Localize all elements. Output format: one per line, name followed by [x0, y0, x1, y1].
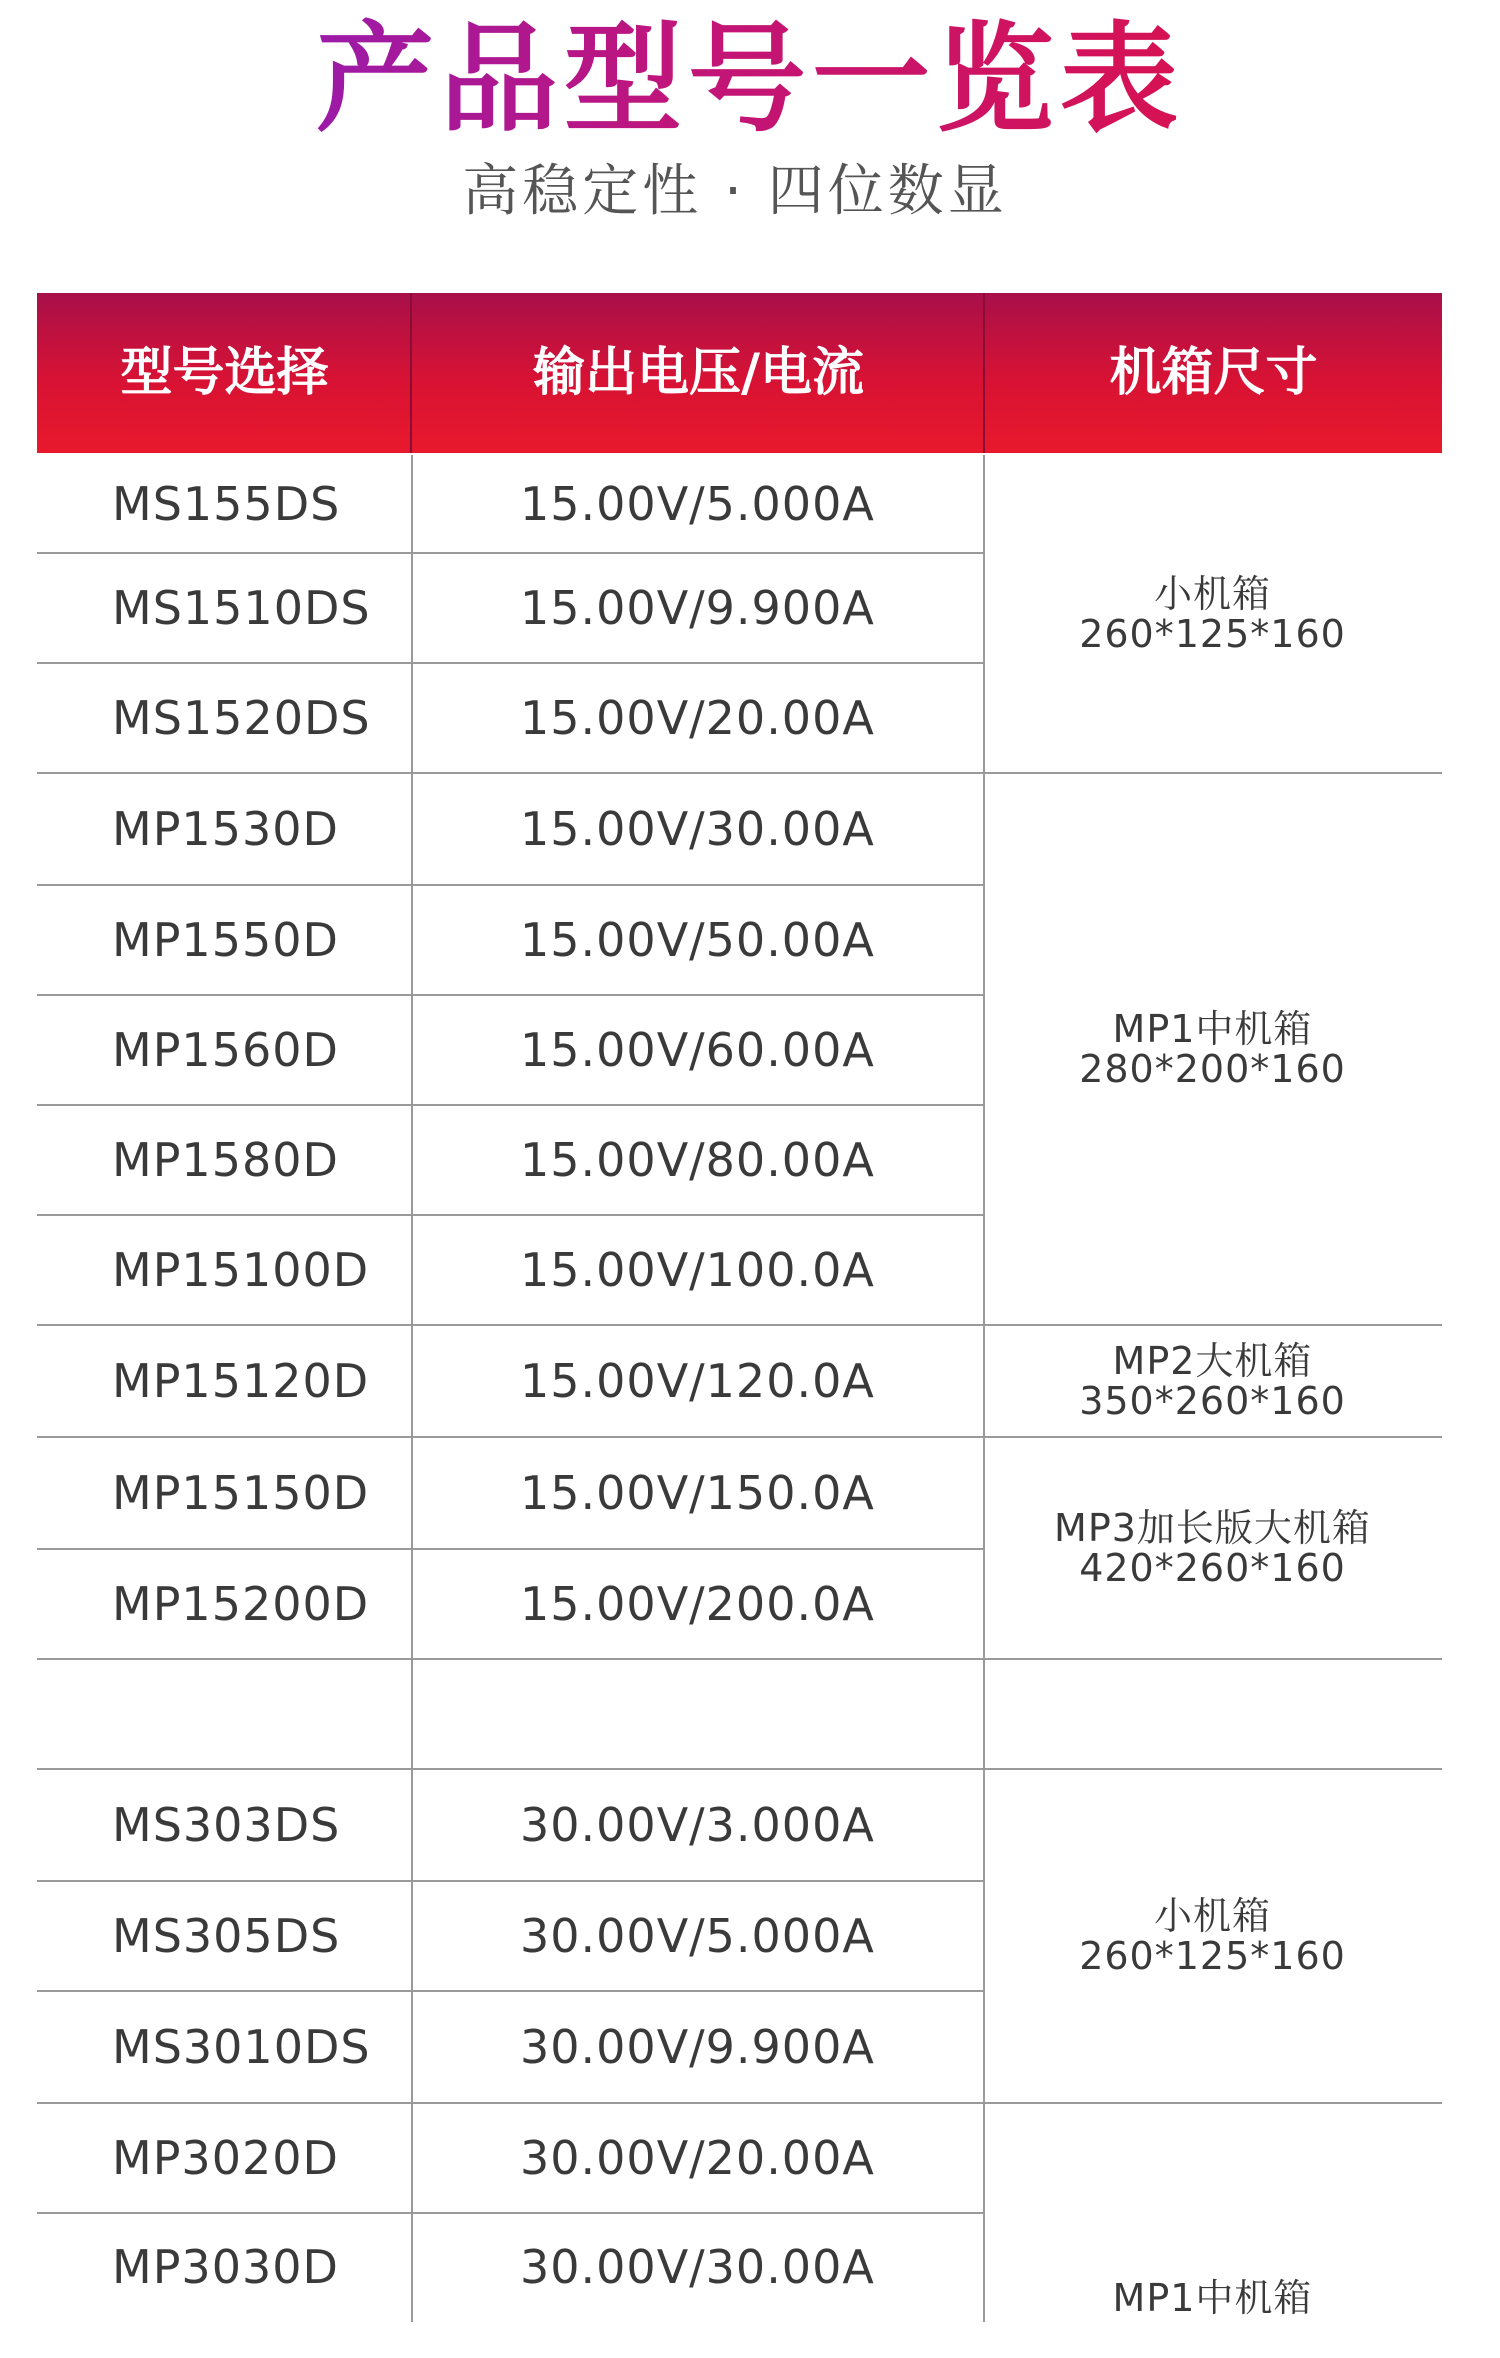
- output-cell: 15.00V/100.0A: [520, 1243, 875, 1297]
- case-name: MP2大机箱: [1112, 1339, 1313, 1383]
- row-divider: [37, 772, 983, 774]
- row-divider: [37, 1548, 983, 1550]
- output-cell: 15.00V/80.00A: [520, 1133, 875, 1187]
- output-cell: 15.00V/60.00A: [520, 1023, 875, 1077]
- header-model: 型号选择: [120, 343, 329, 403]
- case-divider: [983, 1768, 1442, 1770]
- row-divider: [37, 1436, 983, 1438]
- model-cell: MS303DS: [112, 1798, 341, 1852]
- output-cell: 30.00V/30.00A: [520, 2240, 875, 2294]
- model-cell: MP15120D: [112, 1354, 370, 1408]
- model-cell: MS1520DS: [112, 691, 371, 745]
- row-divider: [37, 1768, 983, 1770]
- output-cell: 15.00V/20.00A: [520, 691, 875, 745]
- header-output: 输出电压/电流: [533, 343, 864, 403]
- column-divider: [411, 455, 413, 2322]
- model-cell: MP3030D: [112, 2240, 339, 2294]
- header-case-size: 机箱尺寸: [1109, 343, 1318, 403]
- output-cell: 30.00V/5.000A: [520, 1909, 875, 1963]
- model-cell: MS3010DS: [112, 2020, 371, 2074]
- case-divider: [983, 772, 1442, 774]
- row-divider: [37, 1104, 983, 1106]
- case-size-cell: [985, 1009, 1440, 1089]
- case-size-cell: [985, 1341, 1440, 1421]
- row-divider: [37, 1214, 983, 1216]
- row-divider: [37, 2102, 983, 2104]
- case-size-cell: [985, 574, 1440, 654]
- case-dimensions: 260*125*160: [1079, 1934, 1346, 1978]
- case-size-cell: [985, 2278, 1440, 2358]
- case-divider: [983, 1324, 1442, 1326]
- case-divider: [983, 1436, 1442, 1438]
- row-divider: [37, 662, 983, 664]
- case-name: 小机箱: [1153, 572, 1271, 616]
- row-divider: [37, 884, 983, 886]
- row-divider: [37, 1880, 983, 1882]
- output-cell: 15.00V/120.0A: [520, 1354, 875, 1408]
- case-name: MP1中机箱: [1112, 1007, 1313, 1051]
- output-cell: 30.00V/9.900A: [520, 2020, 875, 2074]
- case-name: MP3加长版大机箱: [1054, 1506, 1371, 1550]
- output-cell: 15.00V/30.00A: [520, 802, 875, 856]
- model-cell: MS305DS: [112, 1909, 341, 1963]
- case-size-cell: [985, 1896, 1440, 1976]
- table-header: [37, 293, 1442, 453]
- case-divider: [983, 2102, 1442, 2104]
- case-size-cell: [985, 1508, 1440, 1588]
- output-cell: 15.00V/5.000A: [520, 477, 875, 531]
- output-cell: 15.00V/150.0A: [520, 1466, 875, 1520]
- case-dimensions: 280*200*160: [1079, 1047, 1346, 1091]
- model-cell: MS1510DS: [112, 581, 371, 635]
- model-cell: MP3020D: [112, 2131, 339, 2185]
- row-divider: [37, 2212, 983, 2214]
- model-cell: MP15100D: [112, 1243, 370, 1297]
- model-cell: MP15150D: [112, 1466, 370, 1520]
- row-divider: [37, 1658, 983, 1660]
- page-title: 产品型号一览表: [0, 14, 1500, 144]
- model-cell: MP1530D: [112, 802, 339, 856]
- output-cell: 30.00V/3.000A: [520, 1798, 875, 1852]
- case-dimensions: 260*125*160: [1079, 612, 1346, 656]
- model-cell: MP1580D: [112, 1133, 339, 1187]
- output-cell: 30.00V/20.00A: [520, 2131, 875, 2185]
- case-divider: [983, 1658, 1442, 1660]
- output-cell: 15.00V/200.0A: [520, 1577, 875, 1631]
- column-divider: [983, 455, 985, 2322]
- model-cell: MS155DS: [112, 477, 341, 531]
- row-divider: [37, 552, 983, 554]
- case-dimensions: 350*260*160: [1079, 1379, 1346, 1423]
- case-name: MP1中机箱: [1112, 2276, 1313, 2320]
- row-divider: [37, 994, 983, 996]
- model-cell: MP1550D: [112, 913, 339, 967]
- model-cell: MP15200D: [112, 1577, 370, 1631]
- page-subtitle: 高稳定性 · 四位数显: [462, 159, 1008, 224]
- output-cell: 15.00V/9.900A: [520, 581, 875, 635]
- row-divider: [37, 1990, 983, 1992]
- case-dimensions: 420*260*160: [1079, 1546, 1346, 1590]
- output-cell: 15.00V/50.00A: [520, 913, 875, 967]
- row-divider: [37, 1324, 983, 1326]
- model-cell: MP1560D: [112, 1023, 339, 1077]
- case-name: 小机箱: [1153, 1894, 1271, 1938]
